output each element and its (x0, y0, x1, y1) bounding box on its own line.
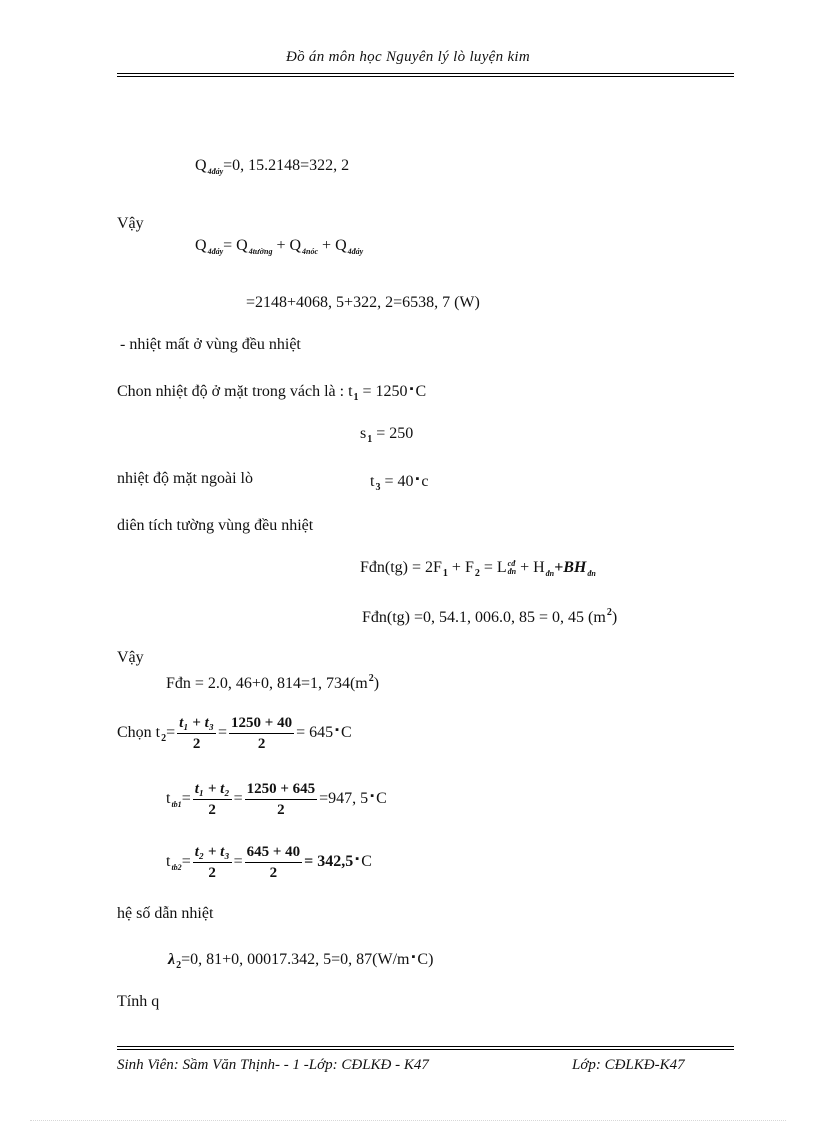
fraction: $\frac{\text{t₁ + t₂}}{2}$ (194, 780, 230, 818)
text-outer-temp: nhiệt độ mặt ngoài lò (117, 470, 253, 487)
text-heat-loss: - nhiệt mất ở vùng đều nhiệt (120, 336, 301, 353)
fraction: $\frac{\text{t₂ + t₃}}{2}$ (194, 843, 230, 881)
text-vay-1: Vậy (117, 215, 144, 232)
footer-rule (117, 1046, 734, 1047)
text-tinh-q: Tính q (117, 993, 160, 1010)
eq-result: =2148+4068, 5+322, 2=6538, 7 (W) (246, 294, 480, 311)
eq-t3: $t_3 = 40$ ▪ c (370, 473, 429, 493)
fraction: $\frac{1250 + 40}{2}$ (231, 714, 293, 752)
text-vay-2: Vậy (117, 649, 144, 666)
footer-class: Lớp: CĐLKĐ-K47 (572, 1057, 685, 1073)
footer-rule (117, 1049, 734, 1050)
header-rule (117, 76, 734, 77)
eq-fdn-value: Fđn(tg) =0, 54.1, 006.0, 85 = 0, 45 $(m^2)$ (362, 607, 618, 626)
eq-lambda: $\lambda_2=0$, 81+0, 00017.342, 5=0, 87(W/m ▪ C) (168, 951, 434, 971)
eq-t2: Chọn $t_2=$ $\frac{\text{t₁ + t₃}}{2}$ = $\frac{1250 + 40}{2}$ = 645 ▪ C (117, 714, 352, 752)
fraction: $\frac{1250 + 645}{2}$ (246, 780, 316, 818)
eq-q4day: $Q_{4đáy}=0$, 15.2148=322, 2 (195, 157, 350, 176)
text-conductivity: hệ số dẫn nhiệt (117, 905, 214, 922)
header-rule (117, 73, 734, 74)
footer-student: Sinh Viên: Sầm Văn Thịnh- - 1 -Lớp: CĐLKĐ - K47 (117, 1057, 429, 1073)
page-header: Đồ án môn học Nguyên lý lò luyện kim (285, 49, 531, 65)
page-bottom-border (30, 1120, 786, 1121)
eq-ttb2: $t_{tb2}=$ $\frac{\text{t₂ + t₃}}{2}$ = $\frac{645 + 40}{2}$ = 342,5 ▪ C (166, 843, 372, 881)
fraction: $\frac{\text{t₁ + t₃}}{2}$ (179, 714, 214, 752)
text-inner-temp: Chon nhiệt độ ở mặt trong vách là : $t_1 = 1250$ ▪ C (117, 383, 427, 403)
eq-fdn-def: Fđn(tg) = $2F_1 + F_2 = L$ cđ đn + $H_{đn}+BH_{đn}$ (360, 559, 596, 579)
eq-ttb1: $t_{tb1}=$ $\frac{\text{t₁ + t₂}}{2}$ = $\frac{1250 + 645}{2}$ =947, 5 ▪ C (166, 780, 387, 818)
text-wall-area: diên tích tường vùng đều nhiệt (117, 517, 314, 534)
eq-s1: $s_1 = 250$ (360, 425, 414, 445)
eq-q4day-sum: $Q_{4đáy}= Q_{4tường} + Q_{4nóc} + Q_{4đáy}$ (195, 237, 364, 256)
fraction: $\frac{645 + 40}{2}$ (246, 843, 301, 881)
eq-fdn-total: Fđn = 2.0, 46+0, 814=1, $734(m^2)$ (166, 673, 380, 692)
